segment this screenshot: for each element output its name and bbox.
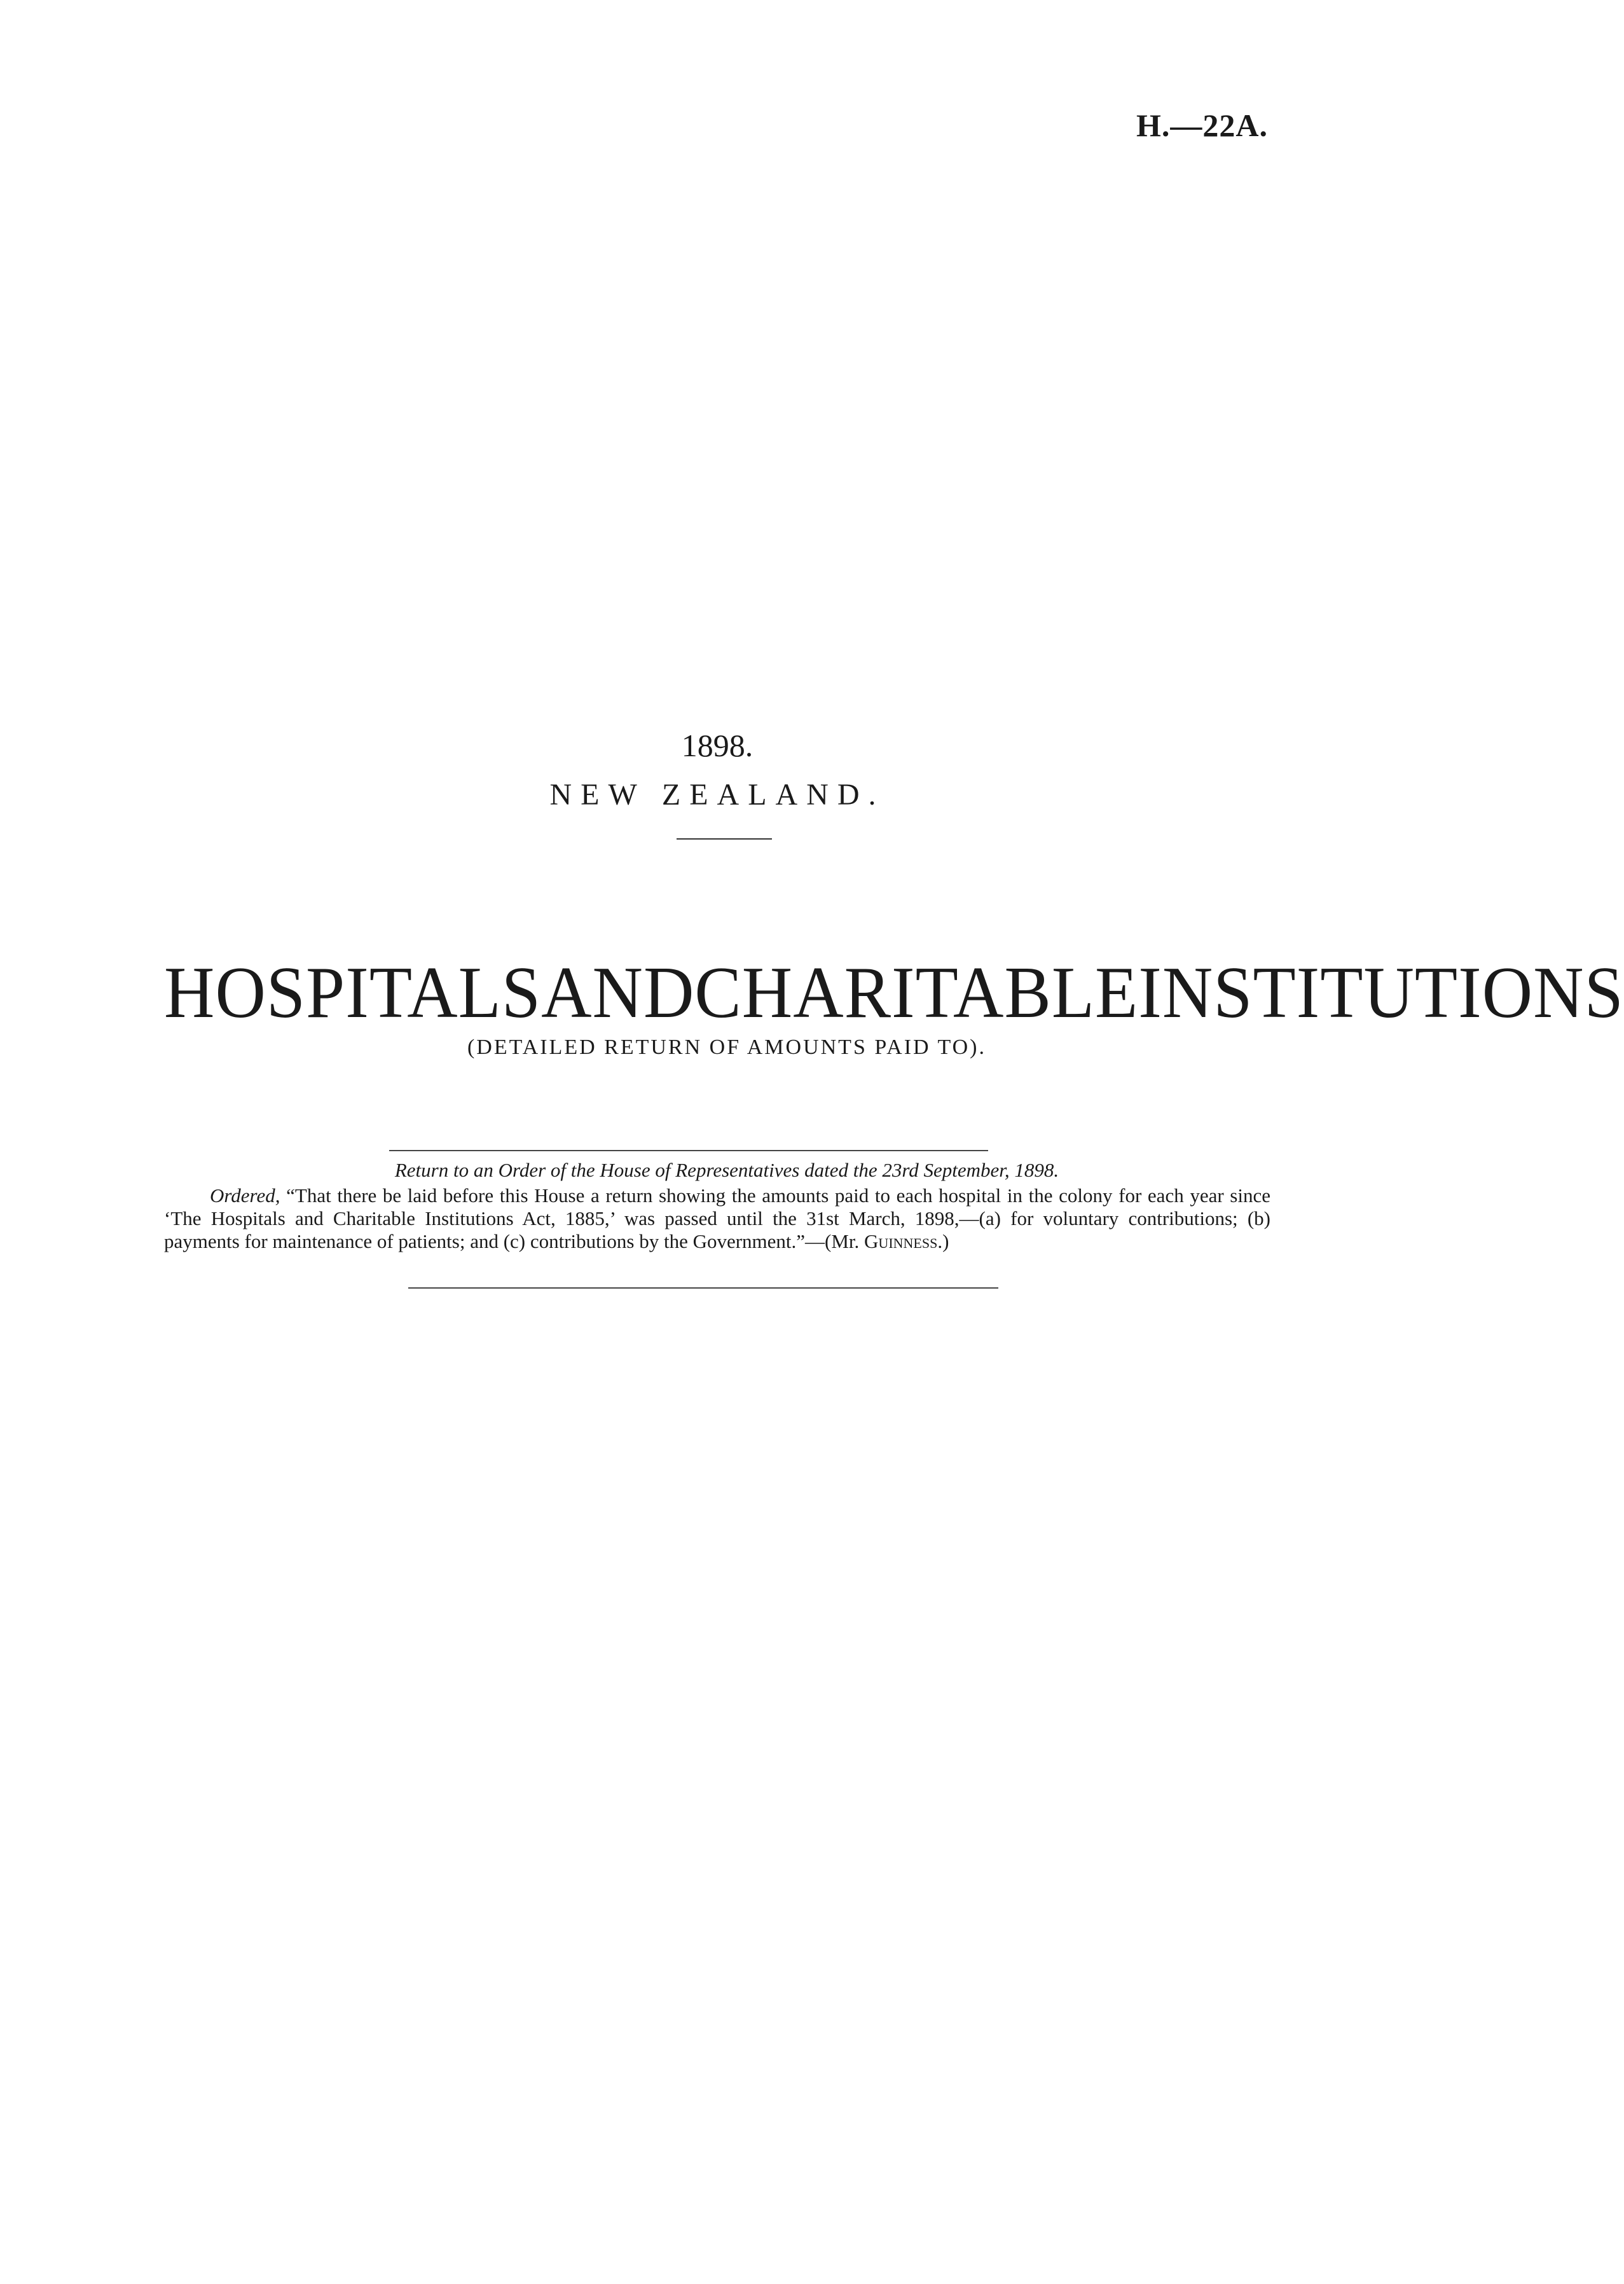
country-heading (0, 777, 1435, 812)
divider-rule-top (389, 1150, 988, 1151)
document-title (164, 951, 1624, 1034)
document-subtitle: (DETAILED RETURN OF AMOUNTS PAID TO). (467, 1035, 986, 1059)
year-text: 1898. (681, 728, 754, 763)
year-heading (0, 727, 1435, 764)
title-word-2: AND (541, 951, 695, 1034)
order-paragraph (164, 1184, 1270, 1253)
title-word-4: INSTITUTIONS (1138, 951, 1624, 1034)
mover-name: Guinness (864, 1230, 938, 1252)
order-heading: Return to an Order of the House of Representatives dated the 23rd September, 1898. (394, 1159, 1059, 1181)
title-word-3: CHARITABLE (694, 951, 1139, 1034)
divider-rule-bottom (408, 1287, 998, 1289)
divider-rule-short (677, 838, 772, 840)
title-word-1: HOSPITALS (164, 951, 542, 1034)
country-text: NEW ZEALAND. (549, 778, 885, 812)
order-text: “That there be laid before this House a return showing the amounts paid to each hospital in the colony for each year since ‘The Hospitals and Charitable Institutions Act, 1885,’ was passed until the 31st March, 1898,—(a) for voluntary contributions; (b) payments for maintenance of patients; and (c) contributions by the Government.”—(Mr. (164, 1184, 1271, 1252)
order-closing: .) (937, 1230, 949, 1252)
ordered-label: Ordered, (210, 1184, 280, 1207)
page-reference: H.—22A. (1136, 107, 1268, 143)
